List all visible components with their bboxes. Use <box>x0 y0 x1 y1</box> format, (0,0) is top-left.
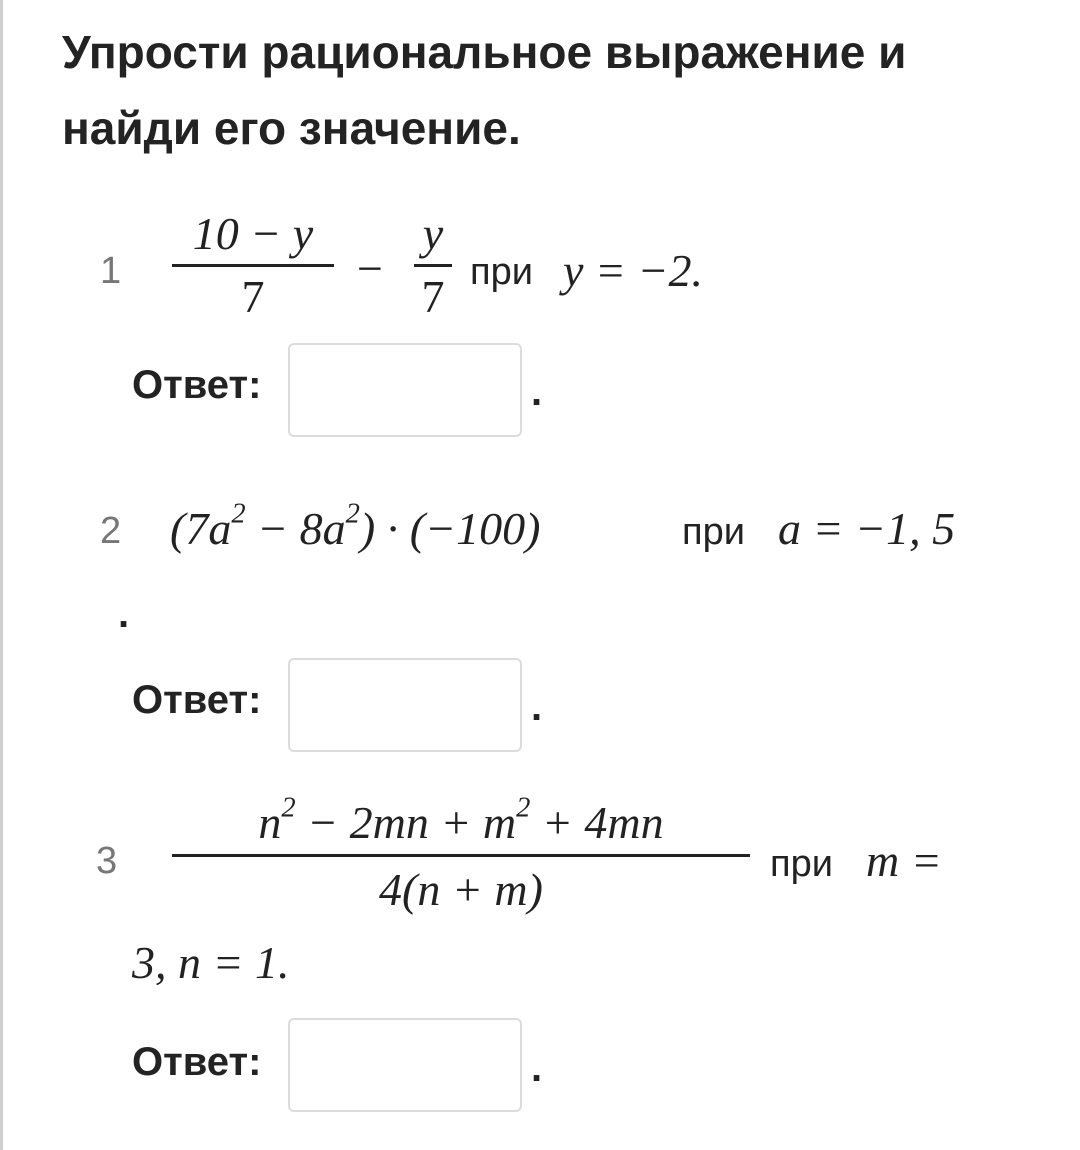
answer-input-3[interactable] <box>288 1018 522 1112</box>
fraction-2 <box>414 204 452 327</box>
left-edge-border <box>0 0 3 1150</box>
condition-part-2: 3, n = 1. <box>132 937 290 988</box>
numerator-part: − 2mn + m <box>295 797 517 848</box>
answer-period: . <box>531 1046 543 1090</box>
pri-label: при <box>682 511 745 553</box>
fraction-numerator: y <box>422 208 444 259</box>
answer-label: Ответ: <box>132 1040 262 1084</box>
answer-input-2[interactable] <box>288 658 522 752</box>
answer-label: Ответ: <box>132 363 262 407</box>
expression-part: − 8a <box>245 503 346 554</box>
condition: a = −1, 5 <box>778 503 956 554</box>
answer-input-1[interactable] <box>288 343 522 437</box>
numerator-part: n <box>258 797 282 848</box>
condition-part-1: m = <box>866 835 942 886</box>
fraction-denominator: 7 <box>241 271 265 322</box>
problem-number: 2 <box>100 510 122 552</box>
answer-period: . <box>531 370 543 414</box>
numerator-part: + 4mn <box>530 797 664 848</box>
answer-period: . <box>531 685 543 729</box>
trailing-period: . <box>118 592 130 636</box>
pri-label: при <box>770 843 833 885</box>
problem-number: 3 <box>96 840 118 882</box>
task-title-line-2: найди его значение. <box>62 102 521 154</box>
fraction-numerator: 10 − y <box>192 208 314 259</box>
fraction-3 <box>172 792 750 923</box>
exponent: 2 <box>231 498 246 530</box>
exponent: 2 <box>281 792 296 824</box>
answer-label: Ответ: <box>132 678 262 722</box>
pri-label: при <box>470 251 533 293</box>
fraction-numerator <box>172 792 750 854</box>
condition: y = −2. <box>563 245 703 296</box>
expression-part: ) · (−100) <box>359 503 541 554</box>
exponent: 2 <box>516 792 531 824</box>
expression-part: (7a <box>170 503 232 554</box>
minus-sign: − <box>357 243 383 294</box>
task-title-line-1: Упрости рациональное выражение и <box>62 26 907 78</box>
problem-number: 1 <box>100 250 122 292</box>
expression <box>170 498 541 555</box>
fraction-denominator: 7 <box>421 271 445 322</box>
exponent: 2 <box>345 498 360 530</box>
fraction-denominator: 4(n + m) <box>379 864 543 915</box>
fraction-1 <box>172 204 334 327</box>
task-title <box>62 22 1042 158</box>
